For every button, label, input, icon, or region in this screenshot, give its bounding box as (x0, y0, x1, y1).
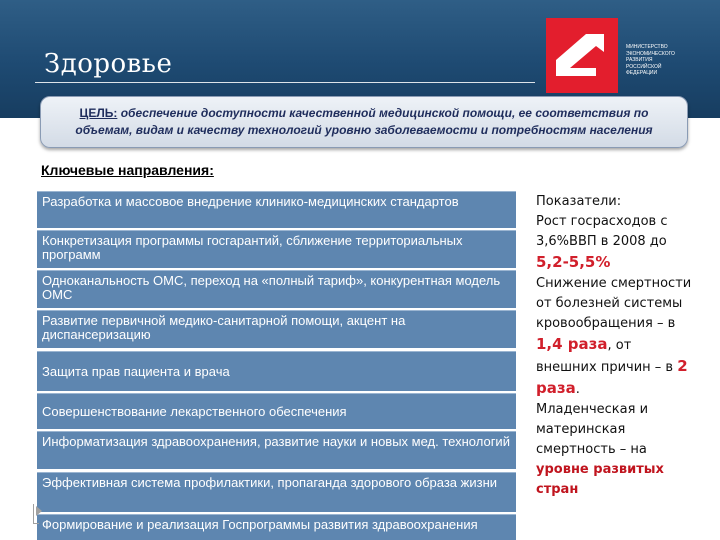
mortality-indicator: Снижение смертности от болезней системы кровообращения – в 1,4 раза, от внешних причин – в 2 раза. (536, 276, 692, 397)
mortality-value-1: 1,4 раза (536, 335, 608, 353)
page-title: Здоровье (44, 49, 173, 79)
goal-label: ЦЕЛЬ: (79, 106, 118, 120)
direction-item: Разработка и массовое внедрение клинико-медицинских стандартов (37, 191, 516, 228)
direction-item: Развитие первичной медико-санитарной помощи, акцент на диспансеризацию (37, 310, 516, 348)
ministry-logo-icon (546, 18, 618, 93)
direction-item: Эффективная система профилактики, пропаганда здорового образа жизни (37, 472, 516, 512)
goal-line-1: обеспечение доступности качественной медицинской помощи, ее соответствия по (120, 106, 649, 120)
spending-value: 5,2-5,5% (536, 253, 611, 271)
infant-mortality-indicator: Младенческая и материнская смертность – на уровне развитых стран (536, 402, 664, 497)
indicators-heading: Показатели: (536, 194, 622, 209)
arrow-icon (36, 506, 42, 516)
direction-item: Совершенствование лекарственного обеспечения (37, 393, 516, 429)
indicators-panel (536, 192, 692, 500)
mortality-value-2: 2 раза (536, 357, 688, 397)
direction-item: Защита прав пациента и врача (37, 351, 516, 391)
ministry-name: МИНИСТЕРСТВО ЭКОНОМИЧЕСКОГО РАЗВИТИЯ РОССИЙСКОЙ ФЕДЕРАЦИИ (626, 44, 675, 77)
directions-heading: Ключевые направления: (41, 162, 214, 178)
header-divider (35, 82, 535, 83)
spending-indicator: Рост госрасходов с 3,6%ВВП в 2008 до 5,2-5,5% (536, 214, 668, 271)
goal-panel (40, 96, 688, 148)
goal-line-2: объемам, видам и качеству технологий уровню заболеваемости и потребностям населения (75, 123, 653, 137)
infant-mortality-value: уровне развитых стран (536, 462, 664, 497)
direction-item: Одноканальность ОМС, переход на «полный тариф», конкурентная модель ОМС (37, 270, 516, 308)
direction-item: Конкретизация программы госгарантий, сближение территориальных программ (37, 230, 516, 268)
direction-item: Формирование и реализация Госпрограммы развития здравоохранения (37, 514, 516, 540)
direction-item: Информатизация здравоохранения, развитие науки и новых мед. технологий (37, 431, 516, 469)
